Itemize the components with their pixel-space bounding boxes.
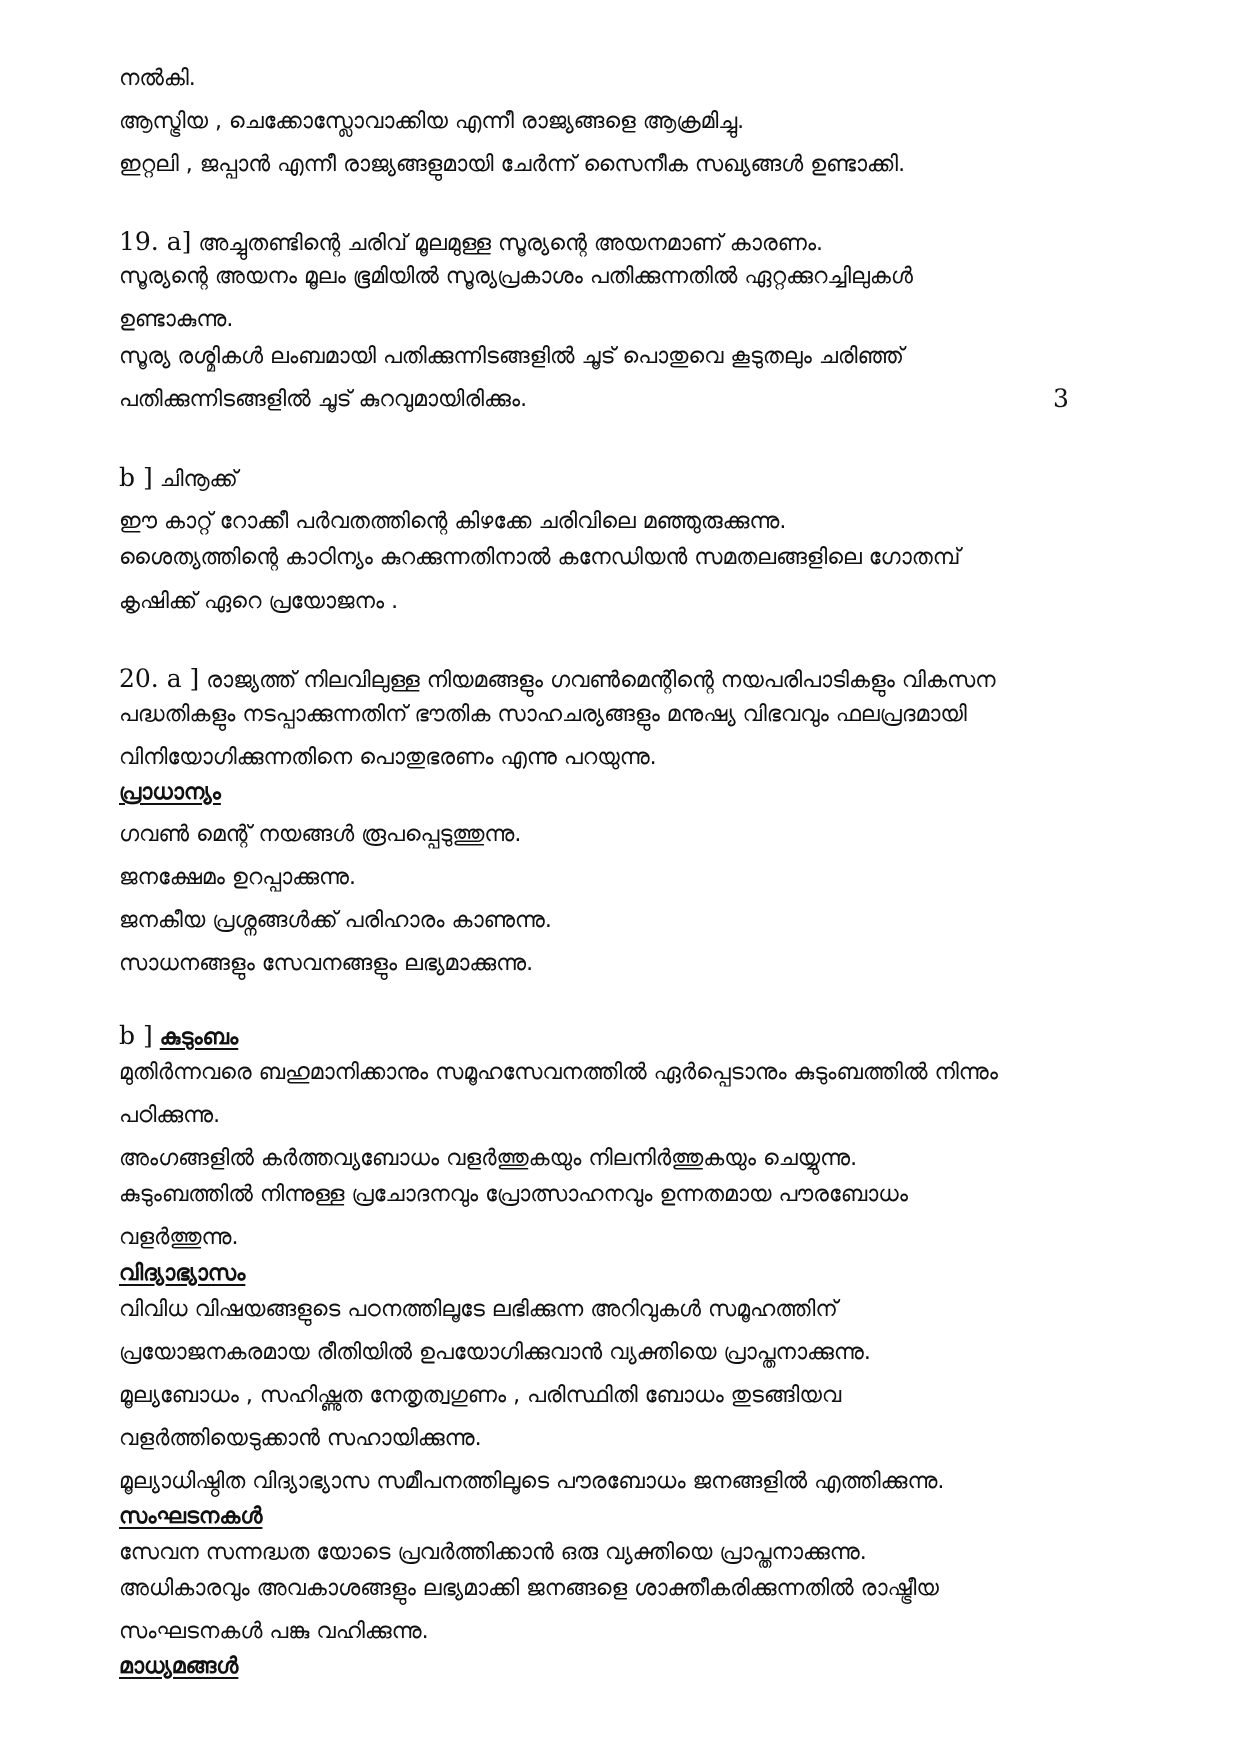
mark-score: 3 xyxy=(1053,384,1069,413)
text-line: വളർത്തിയെടുക്കാൻ സഹായിക്കുന്നു. xyxy=(119,1426,482,1451)
text-line: പഠിക്കുന്നു. xyxy=(119,1103,221,1128)
text-line: ജനക്ഷേമം ഉറപ്പാക്കുന്നു. xyxy=(119,865,356,890)
text-line: പതിക്കുന്നിടങ്ങളിൽ ചൂട് കുറവുമായിരിക്കും. xyxy=(119,387,528,412)
heading-kudumbam: കുടുംബം xyxy=(159,1025,239,1050)
section-heading xyxy=(119,1259,253,1289)
question-number: b ] xyxy=(119,1021,153,1050)
text-line: നൽകി. xyxy=(119,66,196,91)
heading-pradhanyam: പ്രാധാന്യം xyxy=(119,780,221,805)
text-line: അധികാരവും അവകാശങ്ങളും ലഭ്യമാക്കി ജനങ്ങളെ ശാക്തീകരിക്കുന്നതിൽ രാഷ്ട്രീയ xyxy=(119,1576,939,1601)
question-19a xyxy=(119,227,823,259)
text-line: പദ്ധതികളും നടപ്പാക്കുന്നതിന് ഭൗതിക സാഹചര്യങ്ങളും മനുഷ്യ വിഭവവും ഫലപ്രദമായി xyxy=(119,702,967,727)
text-line: കൃഷിക്ക് ഏറെ പ്രയോജനം . xyxy=(119,589,399,614)
text-line: ഉണ്ടാകുന്നു. xyxy=(119,307,234,332)
text-line: സൂര്യന്റെ അയനം മൂലം ഭൂമിയിൽ സൂര്യപ്രകാശം പതിക്കുന്നതിൽ ഏറ്റക്കുറച്ചിലുകൾ xyxy=(119,264,913,289)
section-heading xyxy=(119,1502,270,1532)
section-heading xyxy=(119,778,229,808)
question-20a xyxy=(119,664,996,696)
text-line: അംഗങ്ങളിൽ കർത്തവ്യബോധം വളർത്തുകയും നിലനിർത്തുകയും ചെയ്യുന്നു. xyxy=(119,1146,858,1171)
text-line: പ്രയോജനകരമായ രീതിയിൽ ഉപയോഗിക്കുവാൻ വ്യക്തിയെ പ്രാപ്തനാക്കുന്നു. xyxy=(119,1340,871,1365)
text-line: മൂല്യബോധം , സഹിഷ്ണുത നേതൃത്വഗുണം , പരിസ്ഥിതി ബോധം തുടങ്ങിയവ xyxy=(119,1383,842,1408)
text-line: സേവന സന്നദ്ധത യോടെ പ്രവർത്തിക്കാൻ ഒരു വ്യക്തിയെ പ്രാപ്തനാക്കുന്നു. xyxy=(119,1540,867,1565)
heading-samghadanakal: സംഘടനകൾ xyxy=(119,1504,263,1529)
text-line: വിനിയോഗിക്കുന്നതിനെ പൊതുഭരണം എന്നു പറയുന്നു. xyxy=(119,745,657,770)
text-line: ജനകീയ പ്രശ്നങ്ങൾക്ക് പരിഹാരം കാണുന്നു. xyxy=(119,908,552,933)
question-text: രാജ്യത്ത് നിലവിലുള്ള നിയമങ്ങളും ഗവൺമെന്റിന്റെ നയപരിപാടികളും വികസന xyxy=(199,668,996,693)
text-line: ഗവൺ മെന്റ് നയങ്ങൾ രൂപപ്പെടുത്തുന്നു. xyxy=(119,822,522,847)
text-line: മൂല്യാധിഷ്ഠിത വിദ്യാഭ്യാസ സമീപനത്തിലൂടെ പൗരബോധം ജനങ്ങളിൽ എത്തിക്കുന്നു. xyxy=(119,1469,945,1494)
question-20b xyxy=(119,1021,246,1053)
text-line: ഇറ്റലി , ജപ്പാൻ എന്നീ രാജ്യങ്ങളുമായി ചേർന്ന് സൈനീക സഖ്യങ്ങൾ ഉണ്ടാക്കി. xyxy=(119,152,906,177)
text-line: സൂര്യ രശ്മികൾ ലംബമായി പതിക്കുന്നിടങ്ങളിൽ ചൂട് പൊതുവെ കൂടുതലും ചരിഞ്ഞ് xyxy=(119,344,904,369)
text-line: ശൈത്യത്തിന്റെ കാഠിന്യം കുറക്കുന്നതിനാൽ കനേഡിയൻ സമതലങ്ങളിലെ ഗോതമ്പ് xyxy=(119,545,961,570)
text-line: ആസ്ട്രിയ , ചെക്കോസ്ലോവാക്കിയ എന്നീ രാജ്യങ്ങളെ ആക്രമിച്ചു. xyxy=(119,109,745,134)
text-line: വിവിധ വിഷയങ്ങളുടെ പഠനത്തിലൂടേ ലഭിക്കുന്ന അറിവുകൾ സമൂഹത്തിന് xyxy=(119,1297,838,1322)
text-line: സംഘടനകൾ പങ്കു വഹിക്കുന്നു. xyxy=(119,1619,429,1644)
section-heading xyxy=(119,1652,246,1682)
heading-vidyabhyasam: വിദ്യാഭ്യാസം xyxy=(119,1261,246,1286)
text-line: കുടുംബത്തിൽ നിന്നുള്ള പ്രചോദനവും പ്രോത്സാഹനവും ഉന്നതമായ പൗരബോധം xyxy=(119,1182,908,1207)
question-number: b ] xyxy=(119,463,153,492)
question-19b xyxy=(119,463,238,495)
text-line: മുതിർന്നവരെ ബഹുമാനിക്കാനും സമൂഹസേവനത്തിൽ ഏർപ്പെടാനും കുടുംബത്തിൽ നിന്നും xyxy=(119,1060,998,1085)
text-line: സാധനങ്ങളും സേവനങ്ങളും ലഭ്യമാക്കുന്നു. xyxy=(119,951,534,976)
question-text: അച്ചുതണ്ടിന്റെ ചരിവ് മൂലമുള്ള സൂര്യന്റെ അയനമാണ് കാരണം. xyxy=(191,231,824,256)
question-text: ചിനൂക്ക് xyxy=(152,467,238,492)
question-number: 19. a] xyxy=(119,227,192,256)
text-line: ഈ കാറ്റ് റോക്കീ പർവതത്തിന്റെ കിഴക്കേ ചരിവിലെ മഞ്ഞുരുക്കുന്നു. xyxy=(119,509,787,534)
heading-madhyamangal: മാധ്യമങ്ങൾ xyxy=(119,1654,239,1679)
question-number: 20. a ] xyxy=(119,664,200,693)
text-line: വളർത്തുന്നു. xyxy=(119,1225,239,1250)
